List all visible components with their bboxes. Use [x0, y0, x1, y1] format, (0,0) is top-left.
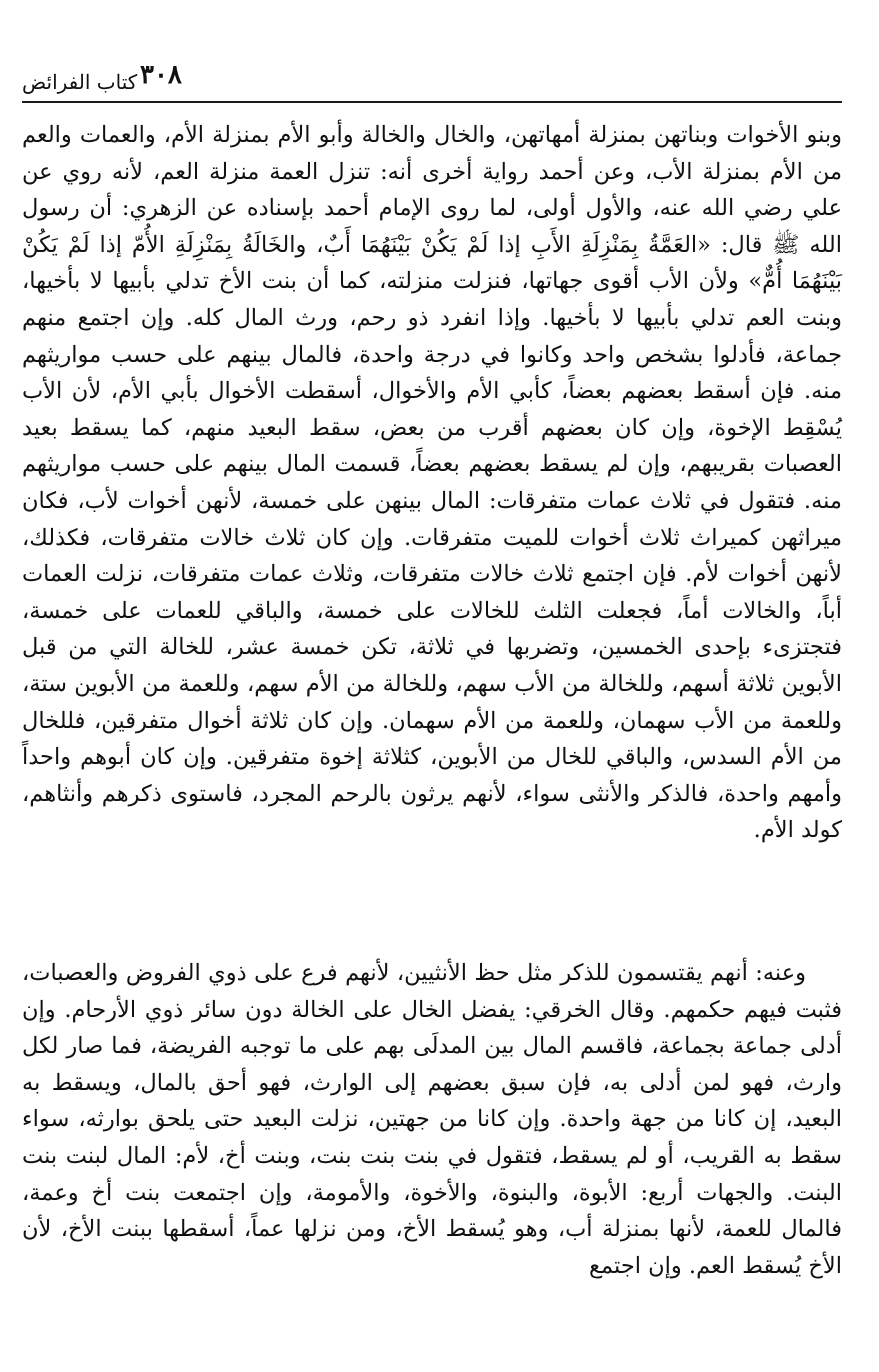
paragraph: وبنو الأخوات وبناتهن بمنزلة أمهاتهن، والخال والخالة وأبو الأم بمنزلة الأم، والعمات والعم من الأم بمنزلة الأب، وعن أحمد رواية أخرى أنه: تنزل العمة منزلة العم، لأنه روي عن علي رضي الله عنه، والأول أولى، لما روى الإمام أحمد بإسناده عن الزهري: أن رسول الله ﷺ قال: «العَمَّةُ بِمَنْزِلَةِ الأَبِ إذا لَمْ يَكُنْ بَيْنَهُمَا أَبٌ، والخَالَةُ بِمَنْزِلَةِ الأُمّ إذا لَمْ يَكُنْ بَيْنَهُمَا أُمٌّ» ولأن الأب أقوى جهاتها، فنزلت منزلته، كما أن بنت الأخ تدلي بأبيها لا بأخيها، وبنت العم تدلي بأبيها لا بأخيها. وإذا انفرد ذو رحم، ورث المال كله. وإن اجتمع منهم جماعة، فأدلوا بشخص واحد وكانوا في درجة واحدة، فالمال بينهم على حسب مواريثهم منه. فإن أسقط بعضهم بعضاً، كأبي الأم والأخوال، أسقطت الأخوال بأبي الأم، لأن الأب يُسْقِط الإخوة، وإن كان بعضهم أقرب من بعض، سقط البعيد منهم، كما يسقط بعيد العصبات بقريبهم، وإن لم يسقط بعضهم بعضاً، قسمت المال بينهم على حسب مواريثهم منه. فتقول في ثلاث عمات متفرقات: المال بينهن على خمسة، لأنهن أخوات لأب، فكان ميراثهن كميراث ثلاث أخوات للميت متفرقات. وإن كان ثلاث خالات متفرقات، فكذلك، لأنهن أخوات لأم. فإن اجتمع ثلاث خالات متفرقات، وثلاث عمات متفرقات، نزلت العمات أباً، والخالات أماً، فجعلت الثلث للخالات على خمسة، والباقي للعمات على خمسة، فتجتزىء بإحدى الخمسين، وتضربها في ثلاثة، تكن خمسة عشر، للخالة التي من قبل الأبوين ثلاثة أسهم، وللخالة من الأب سهم، وللخالة من الأم سهم، وللعمة من الأبوين ستة، وللعمة من الأب سهمان، وللعمة من الأم سهمان. وإن كان ثلاثة أخوال متفرقين، فللخال من الأم السدس، والباقي للخال من الأبوين، كثلاثة إخوة متفرقين. وإن كان أبوهم واحداً وأمهم واحدة، فالذكر والأنثى سواء، لأنهم يرثون بالرحم المجرد، فاستوى ذكرهم وأنثاهم، كولد الأم. — [22, 122, 842, 844]
page-header — [22, 56, 842, 96]
page-number: ٣٠٨ — [140, 60, 182, 90]
running-title: كتاب الفرائض — [22, 70, 138, 94]
header-rule — [22, 101, 842, 103]
text-block-1 — [22, 117, 842, 849]
paragraph: وعنه: أنهم يقتسمون للذكر مثل حظ الأنثيين، لأنهم فرع على ذوي الفروض والعصبات، فثبت فيهم حكمهم. وقال الخرقي: يفضل الخال على الخالة دون سائر ذوي الأرحام. وإن أدلى جماعة بجماعة، فاقسم المال بين المدلَى بهم على ما توجبه الفريضة، فما صار لكل وارث، فهو لمن أدلى به، فإن سبق بعضهم إلى الوارث، فهو أحق بالمال، ويسقط به البعيد، إن كانا من جهة واحدة. وإن كانا من جهتين، نزلت البعيد حتى يلحق بوارثه، سواء سقط به القريب، أو لم يسقط، فتقول في بنت بنت بنت، وبنت أخ، لأم: المال لبنت بنت البنت. والجهات أربع: الأبوة، والبنوة، والأخوة، والأمومة، وإن اجتمعت بنت أخ وعمة، فالمال للعمة، لأنها بمنزلة أب، وهو يُسقط الأخ، ومن نزلها عماً، أسقطها ببنت الأخ، لأن الأخ يُسقط العم. وإن اجتمع — [22, 960, 842, 1279]
text-block-2 — [22, 955, 842, 1284]
